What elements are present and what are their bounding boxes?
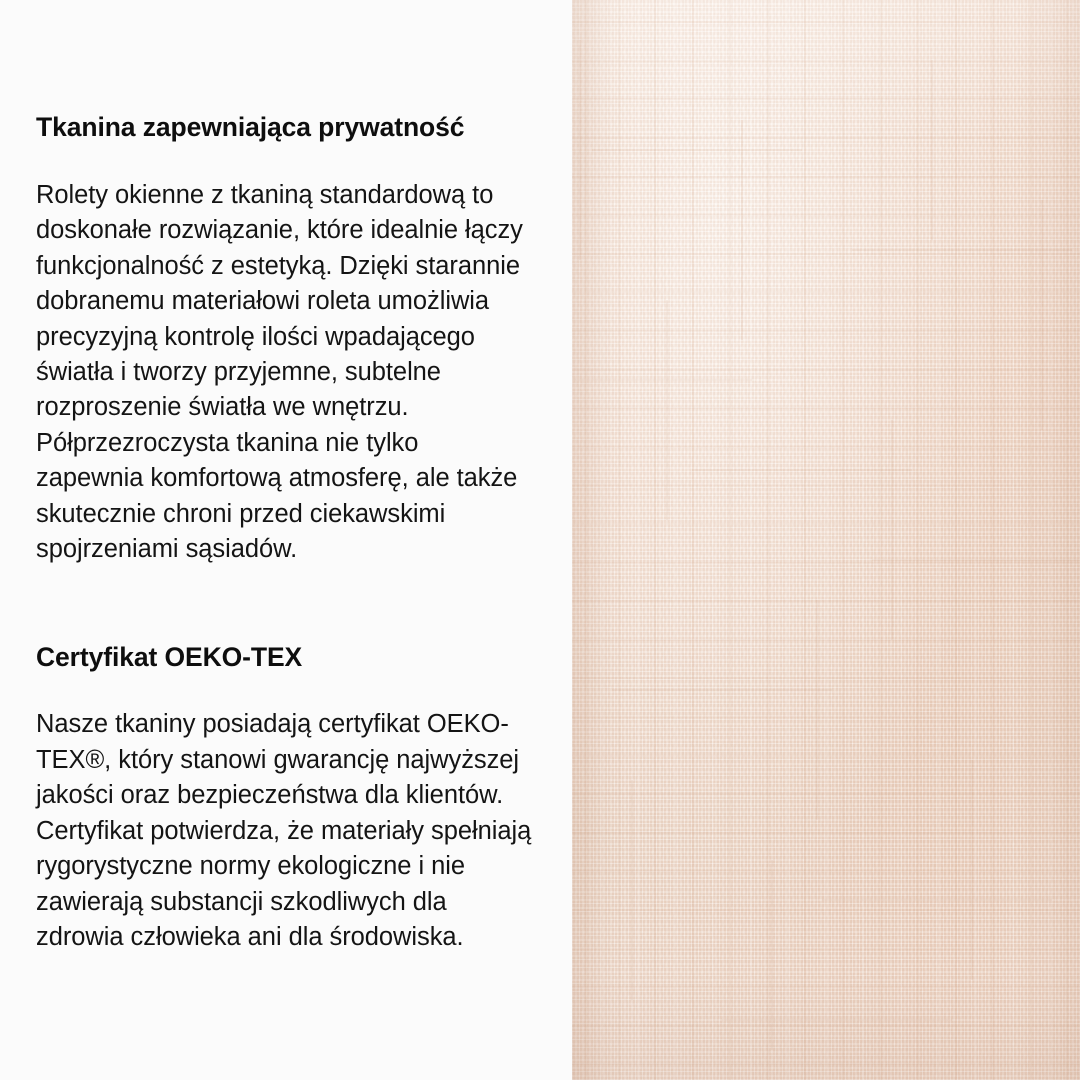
section-body-privacy-fabric: Rolety okienne z tkaniną standardową to doskonałe rozwiązanie, które idealnie łączy funkcjonalność z estetyką. Dzięki starannie dobranemu materiałowi roleta umożliwia precyzyjną kontrolę ilości wpadającego światła i tworzy przyjemne, subtelne rozproszenie światła we wnętrzu. Półprzezroczysta tkanina nie tylko zapewnia komfortową atmosferę, ale także skutecznie chroni przed ciekawskimi spojrzeniami sąsiadów. bbox=[36, 180, 523, 564]
section-title-privacy-fabric: Tkanina zapewniająca prywatność bbox=[36, 112, 465, 142]
section-title-oeko-tex: Certyfikat OEKO-TEX bbox=[36, 641, 303, 672]
section-privacy-fabric bbox=[36, 112, 532, 568]
fabric-swatch-image bbox=[572, 0, 1080, 1080]
section-body-oeko-tex: Nasze tkaniny posiadają certyfikat OEKO-TEX®, który stanowi gwarancję najwyższej jakości oraz bezpieczeństwa dla klientów. Certyfikat potwierdza, że materiały spełniają rygorystyczne normy ekologiczne i nie zawierają substancji szkodliwych dla zdrowia człowieka ani dla środowiska. bbox=[36, 710, 532, 952]
section-spacer bbox=[36, 620, 532, 642]
swatch-vignette bbox=[572, 0, 1080, 1080]
section-oeko-tex bbox=[36, 642, 532, 956]
